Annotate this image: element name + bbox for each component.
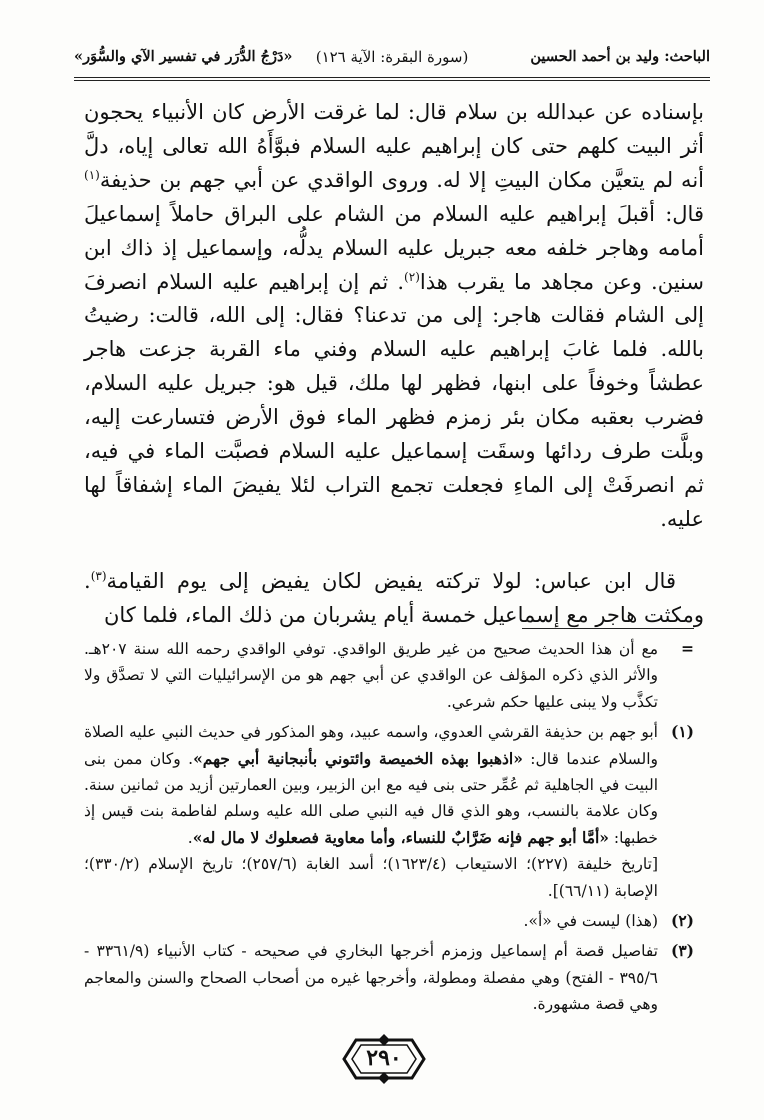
footnote-3: (٣) تفاصيل قصة أم إسماعيل وزمزم أخرجها البخاري في صحيحه - كتاب الأنبياء (٣٣٦١/٩ - ٣٩٥/٦ - الفتح) وهي مفصلة ومطولة، وأخرجها غيره من أصحاب الصحاح والسنن والمعاجم وهي قصة مشهورة. [84,938,694,1017]
paragraph-2: قال ابن عباس: لولا تركته يفيض لكان يفيض إلى يوم القيامة$^{(٣)}$. ومكثت هاجر مع إسماعيل خمسة أيام يشربان من ذلك الماء، فلما كان [84,568,704,627]
hadith-quote-1: «اذهبوا بهذه الخميصة وائتوني بأنبجانية أبي جهم» [193,748,523,768]
footnote-rule [522,628,694,629]
footnote-3-number: (٣) [670,941,694,961]
footnote-2: (٢) (هذا) ليست في «أ». [84,908,694,934]
running-header [74,44,710,76]
footnote-ref-2[interactable]: (٢) [404,269,420,284]
header-rule [74,77,710,81]
footnote-1: (١) أبو جهم بن حذيفة القرشي العدوي، واسمه عبيد، وهو المذكور في حديث النبي عليه الصلاة والسلام عندما قال: «اذهبوا بهذه الخميصة وائتوني بأنبجانية أبي جهم». وكان ممن بنى البيت في الجاهلية ثم عُمِّر حتى بنى فيه مع ابن الزبير، وبين العمارتين أزيد من ثمانين سنة. وكان علامة بالنسب، وهو الذي قال فيه النبي صلى الله عليه وسلم لفاطمة بنت قيس إذ خطبها: «أمَّا أبو جهم فإنه ضَرَّابٌ للنساء، وأما معاوية فصعلوك لا مال له». [تاريخ خليفة (٢٢٧)؛ الاستيعاب (١٦٢٣/٤)؛ أسد الغابة (٢٥٧/٦)؛ تاريخ الإسلام (٣٣٠/٢)؛ الإصابة (٦٦/١١)]. [84,719,694,904]
footnote-2-number: (٢) [670,911,694,931]
footnote-ref-1[interactable]: (١) [84,167,100,182]
header-author: الباحث: وليد بن أحمد الحسين [530,48,710,65]
footnotes [84,636,694,1018]
footnote-1-references: [تاريخ خليفة (٢٢٧)؛ الاستيعاب (١٦٢٣/٤)؛ أسد الغابة (٢٥٧/٦)؛ تاريخ الإسلام (٣٣٠/٢)؛ الإصابة (٦٦/١١)]. [84,855,658,900]
page-number: ٢٩٠ [366,1045,402,1071]
footnote-continuation [84,636,694,715]
footnote-1-number: (١) [670,722,694,742]
footnote-continuation-mark: = [681,639,694,658]
page-number-ornament [340,1034,428,1084]
header-surah: (سورة البقرة: الآية ١٢٦) [315,48,469,66]
footnote-continuation-text: مع أن هذا الحديث صحيح من غير طريق الواقدي. توفي الواقدي رحمه الله سنة ٢٠٧هـ. والأثر الذي ذكره المؤلف عن الواقدي عن أبي جهم هو من الإسرائيليات التي لا تصدَّق ولا تكذَّب ولا يبنى عليها حكم شرعي. [84,640,658,711]
paragraph-1: بإسناده عن عبدالله بن سلام قال: لما غرقت الأرض كان الأنبياء يحجون أثر البيت كلهم حتى كان إبراهيم عليه السلام فبوَّأَهُ الله تعالى إياه، دلَّ أنه لم يتعيَّن مكان البيتِ إلا له. وروى الواقدي عن أبي جهم بن حذيفة$^{(١)}$ قال: أقبلَ إبراهيم عليه السلام من الشام على البراق حاملاً إسماعيلَ أمامه وهاجر خلفه معه جبريل عليه السلام يدلُّه، وإسماعيل إذ ذاك ابن سنين. وعن مجاهد ما يقرب هذا$^{(٢)}$. ثم إن إبراهيم عليه السلام انصرفَ إلى الشام فقالت هاجر: إلى من تدعنا؟ فقال: إلى الله، قالت: رضيتُ بالله. فلما غابَ إبراهيم عليه السلام وفني ماء القربة جزعت هاجر عطشاً وخوفاً على ابنها، فظهر لها ملك، قيل هو: جبريل عليه السلام، فضرب بعقبه مكان بئر زمزم فظهر الماء فوق الأرض فتسارعت إليه، وبلَّت طرف ردائها وسقَت إسماعيل عليه السلام فصبَّت الماء في فيه، ثم انصرفَتْ إلى الماءِ فجعلت تجمع التراب لئلا يفيضَ الماء إشفاقاً لها عليه. [84,100,704,531]
hadith-quote-2: «أمَّا أبو جهم فإنه ضَرَّابٌ للنساء، وأما معاوية فصعلوك لا مال له» [192,827,609,847]
main-text [84,96,704,633]
footnote-ref-3[interactable]: (٣) [90,568,107,583]
header-book-title: «دَرْجُ الدُّرَر في تفسير الآي والسُّوَر» [74,48,293,65]
